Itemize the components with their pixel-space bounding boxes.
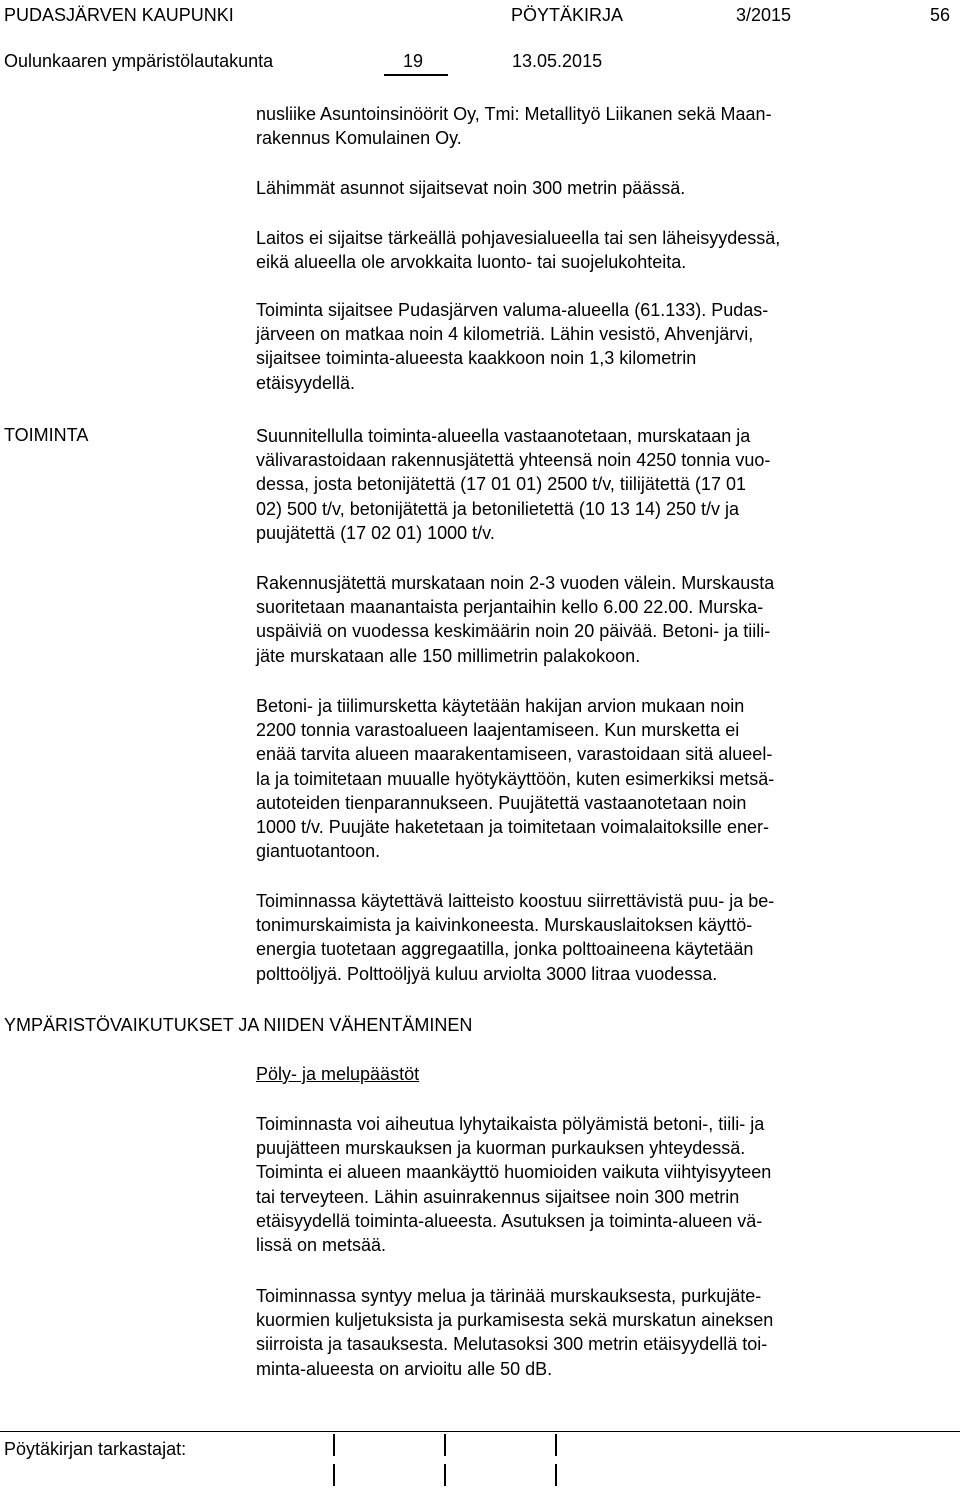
vaikutukset-paragraph xyxy=(256,1284,896,1381)
header-date: 13.05.2015 xyxy=(512,51,603,71)
text-line: jäte murskataan alle 150 millimetrin palakokoon. xyxy=(256,645,641,666)
text-line: lissä on metsää. xyxy=(256,1234,387,1255)
toiminta-paragraph xyxy=(256,571,896,668)
text-line: etäisyydellä toiminta-alueesta. Asutuksen ja toiminta-alueen vä- xyxy=(256,1210,763,1231)
text-line: sijaitsee toiminta-alueesta kaakkoon noin 1,3 kilometrin xyxy=(256,348,697,369)
footer-rule xyxy=(0,1431,960,1432)
text-line: Toiminnassa syntyy melua ja tärinää murskauksesta, purkujäte- xyxy=(256,1286,762,1306)
text-line: dessa, josta betonijätettä (17 01 01) 2500 t/v, tiilijätettä (17 01 xyxy=(256,474,746,495)
text-line: järveen on matkaa noin 4 kilometriä. Lähin vesistö, Ahvenjärvi, xyxy=(256,324,754,345)
text-line: autoteiden tienparannukseen. Puujätettä vastaanotetaan noin xyxy=(256,792,747,813)
text-line: puujätteen murskauksen ja kuorman purkauksen yhteydessä. xyxy=(256,1138,746,1159)
text-line: 02) 500 t/v, betonijätettä ja betonilietettä (10 13 14) 250 t/v ja xyxy=(256,498,739,519)
text-line: Toiminnassa käytettävä laitteisto koostuu siirrettävistä puu- ja be- xyxy=(256,891,775,911)
text-line: rakennus Komulainen Oy. xyxy=(256,128,462,149)
signature-box-divider xyxy=(444,1464,446,1486)
header-page-number: 56 xyxy=(930,5,951,25)
text-line: siirroista ja tasauksesta. Melutasoksi 300 metrin etäisyydellä toi- xyxy=(256,1334,768,1355)
text-line: la ja toimitetaan muualle hyötykäyttöön, kuten esimerkiksi metsä- xyxy=(256,768,775,789)
toiminta-paragraph xyxy=(256,694,896,863)
text-line: eikä alueella ole arvokkaita luonto- tai suojelukohteita. xyxy=(256,252,687,273)
text-line: Rakennusjätettä murskataan noin 2-3 vuoden välein. Murskausta xyxy=(256,573,775,593)
text-line: minta-alueesta on arvioitu alle 50 dB. xyxy=(256,1358,553,1379)
text-line: Lähimmät asunnot sijaitsevat noin 300 metrin päässä. xyxy=(256,178,686,198)
vaikutukset-paragraph xyxy=(256,1112,896,1257)
signature-box-divider xyxy=(555,1464,557,1486)
text-line: uspäiviä on vuodessa keskimäärin noin 20 päivää. Betoni- ja tiili- xyxy=(256,621,771,642)
text-line: Toiminnasta voi aiheutua lyhytaikaista pölyämistä betoni-, tiili- ja xyxy=(256,1114,765,1134)
text-line: energia tuotetaan aggregaatilla, jonka polttoaineena käytetään xyxy=(256,939,754,960)
text-line: Toiminta ei alueen maankäyttö huomioiden vaikuta viihtyisyyteen xyxy=(256,1162,772,1183)
intro-paragraph xyxy=(256,226,896,274)
header-doc-number: 3/2015 xyxy=(736,5,792,25)
intro-paragraph xyxy=(256,176,896,200)
section-underline xyxy=(384,74,448,76)
header-board: Oulunkaaren ympäristölautakunta xyxy=(4,51,274,71)
header-doc-type: PÖYTÄKIRJA xyxy=(511,5,624,25)
text-line: Betoni- ja tiilimursketta käytetään hakijan arvion mukaan noin xyxy=(256,696,745,716)
signature-box-divider xyxy=(333,1434,335,1456)
intro-paragraph xyxy=(256,102,896,150)
text-line: polttoöljyä. Polttoöljyä kuluu arviolta 3000 litraa vuodessa. xyxy=(256,963,718,984)
header-org: PUDASJÄRVEN KAUPUNKI xyxy=(4,5,234,25)
text-line: nusliike Asuntoinsinöörit Oy, Tmi: Metallityö Liikanen sekä Maan- xyxy=(256,104,772,124)
intro-paragraph xyxy=(256,298,896,395)
signature-box-divider xyxy=(333,1464,335,1486)
toiminta-paragraph xyxy=(256,424,896,545)
text-line: tonimurskaimista ja kaivinkoneesta. Murskauslaitoksen käyttö- xyxy=(256,915,753,936)
text-line: Suunnitellulla toiminta-alueella vastaanotetaan, murskataan ja xyxy=(256,426,751,446)
text-line: kuormien kuljetuksista ja purkamisesta sekä murskatun aineksen xyxy=(256,1310,774,1331)
text-line: puujätettä (17 02 01) 1000 t/v. xyxy=(256,522,495,543)
footer-label: Pöytäkirjan tarkastajat: xyxy=(4,1439,187,1459)
text-line: tai terveyteen. Lähin asuinrakennus sijaitsee noin 300 metrin xyxy=(256,1186,740,1207)
text-line: Toiminta sijaitsee Pudasjärven valuma-alueella (61.133). Pudas- xyxy=(256,300,769,320)
section-heading-vaikutukset: YMPÄRISTÖVAIKUTUKSET JA NIIDEN VÄHENTÄMINEN xyxy=(4,1015,473,1035)
signature-box-divider xyxy=(444,1434,446,1456)
header-section-number: 19 xyxy=(403,51,424,71)
text-line: Laitos ei sijaitse tärkeällä pohjavesialueella tai sen läheisyydessä, xyxy=(256,228,781,248)
text-line: 1000 t/v. Puujäte haketetaan ja toimitetaan voimalaitoksille ener- xyxy=(256,816,769,837)
section-heading-toiminta: TOIMINTA xyxy=(4,425,89,445)
signature-box-divider xyxy=(555,1434,557,1456)
text-line: 2200 tonnia varastoalueen laajentamiseen. Kun mursketta ei xyxy=(256,720,740,741)
text-line: suoritetaan maanantaista perjantaihin kello 6.00 22.00. Murska- xyxy=(256,597,764,618)
text-line: enää tarvita alueen maarakentamiseen, varastoidaan sitä alueel- xyxy=(256,744,773,765)
text-line: etäisyydellä. xyxy=(256,372,356,393)
text-line: giantuotantoon. xyxy=(256,841,381,862)
text-line: välivarastoidaan rakennusjätettä yhteensä noin 4250 tonnia vuo- xyxy=(256,450,771,471)
toiminta-paragraph xyxy=(256,889,896,986)
subheading-poly-melu: Pöly- ja melupäästöt xyxy=(256,1064,420,1084)
